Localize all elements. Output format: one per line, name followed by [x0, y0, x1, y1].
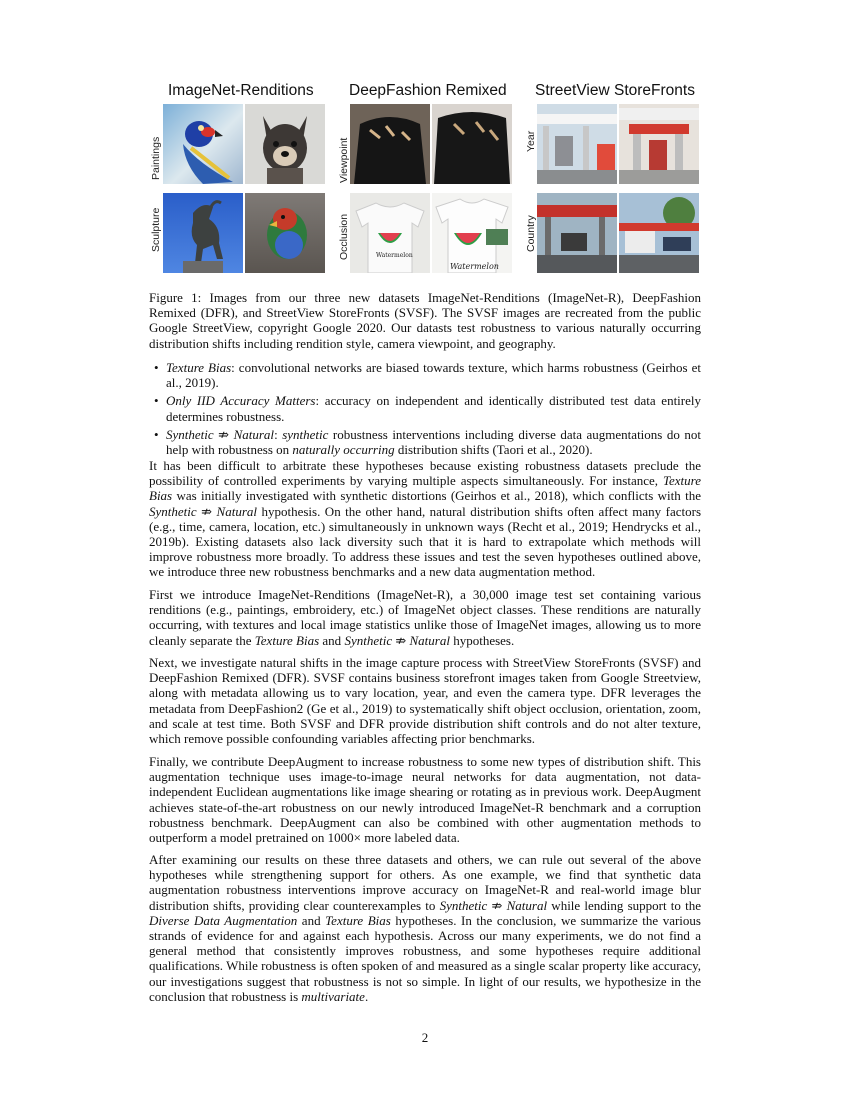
occlusion-tshirt-image-2: [432, 193, 512, 273]
paragraph-4: Finally, we contribute DeepAugment to increase robustness to some new types of distribution shift. This augmentation technique uses image-to-image neural networks for data augmentation, not data-independent Euclidean augmentations like image shearing or rotating as in previous work. DeepAugment achieves state-of-the-art robustness on our newly introduced ImageNet-R benchmark and a corruption robustness benchmark. DeepAugment can also be combined with other augmentation methods to outperform a model pretrained on 1000× more labeled data.: [149, 754, 701, 846]
list-item: • Synthetic ⇏ Natural: synthetic robustness interventions including diverse data augmentations do not help with robustness on naturally occurring distribution shifts (Taori et al., 2020).: [149, 427, 701, 457]
country-storefront-image-1: [537, 193, 617, 273]
painting-bulldog-image: [245, 104, 325, 184]
paragraph-3: Next, we investigate natural shifts in the image capture process with StreetView StoreFronts (SVSF) and DeepFashion Remixed (DFR). SVSF contains business storefront images taken from Google Streetview, along with metadata allowing us to vary location, year, and even the camera type. DFR leverages the metadata from DeepFashion2 (Ge et al., 2019) to systematically shift object occlusion, orientation, zoom, and scale at test time. Both SVSF and DFR provide distribution shift controls and do not alter texture, which remove possible confounding variables affecting prior benchmarks.: [149, 655, 701, 747]
paragraph-1: It has been difficult to arbitrate these hypotheses because existing robustness datasets preclude the possibility of controlled experiments by varying multiple aspects simultaneously. For instance, Texture Bias was initially investigated with synthetic distortions (Geirhos et al., 2018), which conflicts with the Synthetic ⇏ Natural hypothesis. On the other hand, natural distribution shifts often affect many factors (e.g., time, camera, location, etc.) simultaneously in unknown ways (Recht et al., 2019; Hendrycks et al., 2019b). Existing datasets also lack diversity such that it is hard to extrapolate which methods will improve robustness more broadly. To address these issues and test the seven hypotheses outlined above, we introduce three new robustness benchmarks and a new data augmentation method.: [149, 458, 702, 580]
viewpoint-sweater-image-2: [432, 104, 512, 184]
row-label-year: Year: [525, 130, 537, 152]
paragraph-2: First we introduce ImageNet-Renditions (ImageNet-R), a 30,000 image test set containing various renditions (e.g., paintings, embroidery, etc.) of ImageNet object classes. These renditions are naturally occurring, with textures and local image statistics unlike those of ImageNet images, allowing us to more cleanly separate the Texture Bias and Synthetic ⇏ Natural hypotheses.: [149, 587, 701, 648]
figure-caption: Figure 1: Images from our three new datasets ImageNet-Renditions (ImageNet-R), DeepFashion Remixed (DFR), and StreetView StoreFronts (SVSF). The SVSF images are recreated from the public Google StreetView, copyright Google 2020. Our datasts test robustness to various naturally occurring distribution shifts including rendition style, camera viewpoint, and geography.: [149, 290, 701, 351]
page-number: 2: [421, 1030, 429, 1045]
viewpoint-sweater-image-1: [350, 104, 430, 184]
watermelon-label-small: Watermelon: [376, 252, 413, 259]
watermelon-label-large: Watermelon: [450, 262, 499, 271]
occlusion-tshirt-image-1: [350, 193, 430, 273]
row-label-occlusion: Occlusion: [338, 213, 350, 260]
hypothesis-list: [149, 360, 701, 460]
column-title-imagenet-r: ImageNet-Renditions: [168, 82, 314, 99]
sculpture-horse-image: [163, 193, 243, 273]
row-label-viewpoint: Viewpoint: [338, 137, 350, 183]
column-title-dfr: DeepFashion Remixed: [349, 82, 507, 99]
row-label-country: Country: [525, 215, 537, 252]
year-storefront-image-2: [619, 104, 699, 184]
painting-parrot-image: [163, 104, 243, 184]
paragraph-5: After examining our results on these three datasets and others, we can rule out several of the above hypotheses while strengthening support for others. As one example, we find that synthetic data augmentation robustness interventions improve accuracy on ImageNet-R and real-world image blur distribution shifts, providing clear counterexamples to Synthetic ⇏ Natural while lending support to the Diverse Data Augmentation and Texture Bias hypotheses. In the conclusion, we summarize the various strands of evidence for and against each hypothesis. Across our many experiments, we do not find a general method that consistently improves robustness, and some hypotheses require additional qualifications. While robustness is often spoken of and measured as a single scalar property like accuracy, our investigations suggest that robustness is not so simple. In light of our results, we hypothesize in the conclusion that robustness is multivariate.: [149, 852, 702, 1004]
figure-1: [148, 80, 708, 280]
sculpture-bird-image: [245, 193, 325, 273]
list-item: • Texture Bias: convolutional networks are biased towards texture, which harms robustness (Geirhos et al., 2019).: [149, 360, 701, 390]
row-label-sculpture: Sculpture: [150, 207, 162, 252]
row-label-paintings: Paintings: [150, 136, 162, 180]
column-title-svsf: StreetView StoreFronts: [535, 82, 695, 99]
year-storefront-image-1: [537, 104, 617, 184]
list-item: • Only IID Accuracy Matters: accuracy on independent and identically distributed test data entirely determines robustness.: [149, 393, 701, 423]
country-storefront-image-2: [619, 193, 699, 273]
